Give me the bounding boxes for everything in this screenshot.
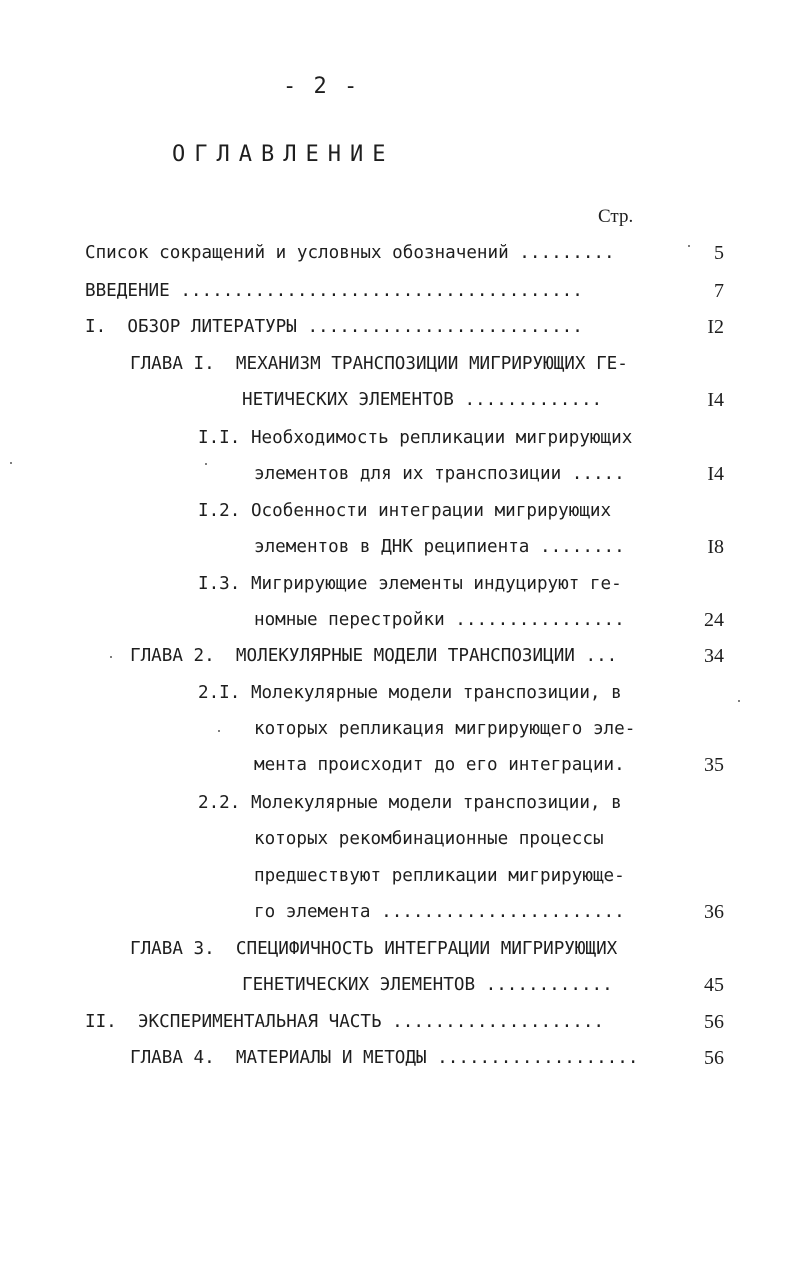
- toc-entry-page: 45: [704, 974, 724, 996]
- toc-entry-text: Список сокращений и условных обозначений .........: [85, 243, 615, 263]
- page-column-header: Стр.: [598, 206, 634, 227]
- scan-speck: [110, 656, 112, 658]
- toc-entry-text: ВВЕДЕНИЕ ......................................: [85, 281, 583, 301]
- toc-entry-text: элементов в ДНК реципиента ........: [254, 537, 625, 557]
- toc-entry-page: 34: [704, 645, 724, 667]
- toc-entry-page: I4: [707, 463, 724, 485]
- toc-entry-text: I.2. Особенности интеграции мигрирующих: [198, 501, 612, 521]
- toc-entry-text: ГЛАВА 2. МОЛЕКУЛЯРНЫЕ МОДЕЛИ ТРАНСПОЗИЦИИ ...: [130, 646, 618, 666]
- page-number: - 2 -: [283, 74, 360, 99]
- toc-entry-text: которых рекомбинационные процессы: [254, 829, 604, 849]
- page-title: ОГЛАВЛЕНИЕ: [172, 142, 395, 167]
- toc-entry-page: 7: [714, 280, 724, 302]
- scan-speck: [218, 730, 220, 732]
- toc-entry-text: НЕТИЧЕСКИХ ЭЛЕМЕНТОВ .............: [242, 390, 603, 410]
- scan-speck: [738, 700, 740, 702]
- toc-entry-text: I. ОБЗОР ЛИТЕРАТУРЫ ..........................: [85, 317, 583, 337]
- toc-entry-page: I8: [707, 536, 724, 558]
- toc-entry-text: ГЛАВА 3. СПЕЦИФИЧНОСТЬ ИНТЕГРАЦИИ МИГРИРУЮЩИХ: [130, 939, 618, 959]
- toc-entry-page: 56: [704, 1047, 724, 1069]
- scan-speck: [205, 463, 207, 465]
- toc-entry-text: I.3. Мигрирующие элементы индуцируют ге-: [198, 574, 622, 594]
- toc-entry-page: 24: [704, 609, 724, 631]
- toc-entry-page: I2: [707, 316, 724, 338]
- toc-entry-page: 56: [704, 1011, 724, 1033]
- toc-entry-text: номные перестройки ................: [254, 610, 625, 630]
- toc-entry-page: 36: [704, 901, 724, 923]
- toc-entry-text: ГЛАВА I. МЕХАНИЗМ ТРАНСПОЗИЦИИ МИГРИРУЮЩИХ ГЕ-: [130, 354, 628, 374]
- toc-entry-page: 5: [714, 242, 724, 264]
- toc-entry-text: ГЕНЕТИЧЕСКИХ ЭЛЕМЕНТОВ ............: [242, 975, 613, 995]
- toc-entry-text: которых репликация мигрирующего эле-: [254, 719, 636, 739]
- toc-entry-text: элементов для их транспозиции .....: [254, 464, 625, 484]
- toc-entry-text: I.I. Необходимость репликации мигрирующих: [198, 428, 633, 448]
- scan-speck: [10, 462, 12, 464]
- toc-entry-page: I4: [707, 389, 724, 411]
- scan-speck: [688, 245, 690, 247]
- toc-entry-text: ГЛАВА 4. МАТЕРИАЛЫ И МЕТОДЫ ...................: [130, 1048, 639, 1068]
- toc-entry-text: II. ЭКСПЕРИМЕНТАЛЬНАЯ ЧАСТЬ ....................: [85, 1012, 605, 1032]
- toc-entry-page: 35: [704, 754, 724, 776]
- toc-entry-text: 2.2. Молекулярные модели транспозиции, в: [198, 793, 622, 813]
- toc-entry-text: 2.I. Молекулярные модели транспозиции, в: [198, 683, 622, 703]
- toc-entry-text: го элемента .......................: [254, 902, 625, 922]
- toc-entry-text: мента происходит до его интеграции.: [254, 755, 625, 775]
- toc-entry-text: предшествуют репликации мигрирующе-: [254, 866, 625, 886]
